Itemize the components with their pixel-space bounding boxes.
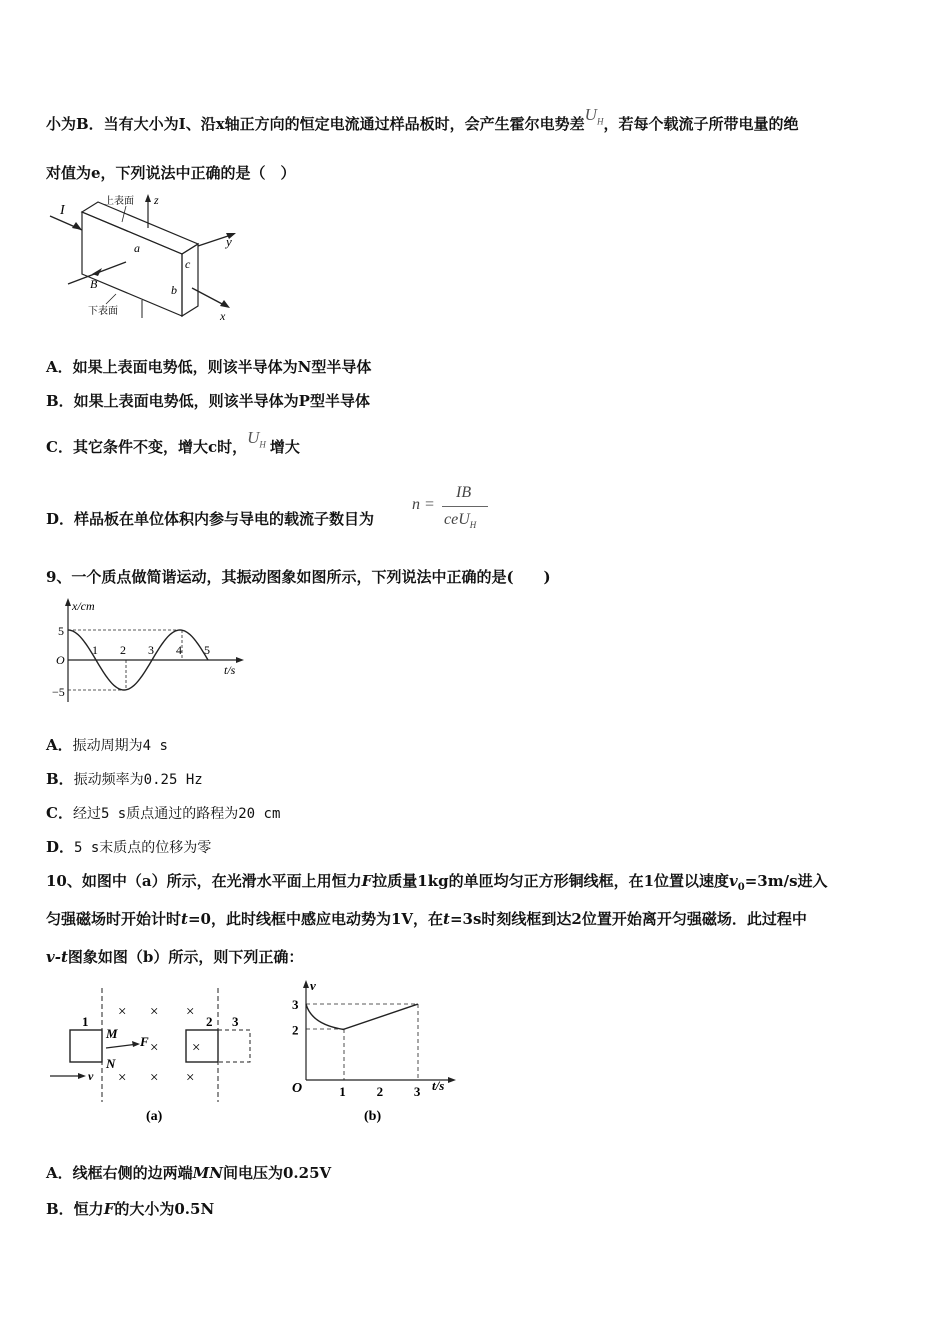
q9-tick-5: 5 [204, 643, 210, 657]
vt-x-axis-head [448, 1077, 456, 1083]
q10-option-b [46, 1199, 214, 1219]
q10-option-a [46, 1163, 331, 1183]
field-cross: × [150, 1004, 159, 1020]
q10-line2-b: =0，此时线框中感应电动势为1V，在 [187, 910, 444, 928]
vt-tick-labels [292, 997, 421, 1099]
vt-x-tick-2: 2 [376, 1084, 384, 1099]
formula-numerator: IB [456, 484, 472, 501]
q9-tick-1: 1 [92, 643, 98, 657]
q9-option-c-text: 经过5 s质点通过的路程为20 cm [72, 806, 281, 822]
q10-line1-F: F [361, 872, 373, 890]
frame-position-3 [218, 1030, 250, 1062]
x-axis-head [220, 300, 230, 308]
q8-option-b: B．如果上表面电势低，则该半导体为P型半导体 [46, 392, 370, 410]
uh-sub-c: H [259, 439, 266, 450]
q8-stem-line1-text-b: ，若每个载流子所带电量的绝 [603, 115, 799, 133]
label-pos-3: 3 [232, 1014, 239, 1029]
q10-line1-v0-sub: 0 [737, 882, 745, 893]
label-c: c [185, 257, 191, 271]
current-arrow-head [72, 222, 82, 230]
q10-line3-b: 图象如图（b）所示，则下列正确： [67, 948, 304, 966]
label-pos-1: 1 [82, 1014, 89, 1029]
vt-y-label: v [310, 978, 316, 993]
box-side [182, 244, 198, 316]
velocity-time-graph [286, 976, 462, 1128]
q10-option-b-text-b: 的大小为0.5N [114, 1200, 215, 1218]
q9-x-label: t/s [224, 663, 236, 677]
vt-x-label: t/s [432, 1078, 445, 1093]
label-M: M [106, 1026, 118, 1041]
q9-y-axis-head [65, 598, 71, 606]
label-I: I [60, 203, 65, 218]
vt-x-tick-1: 1 [339, 1084, 346, 1099]
q10-line2-c: =3s时刻线框到达2位置开始离开匀强磁场．此过程中 [449, 910, 807, 928]
q9-origin: O [56, 653, 65, 667]
uh-symbol-c [247, 428, 266, 450]
formula-den-sub: H [469, 520, 477, 531]
q9-option-b-text: 振动频率为0.25 Hz [73, 772, 203, 788]
label-N: N [106, 1056, 116, 1071]
q9-tick-2: 2 [120, 643, 126, 657]
q8-option-c [46, 428, 300, 463]
q10-line2-t2: t [443, 910, 450, 928]
x-axis [192, 288, 226, 306]
q10-option-b-F: F [103, 1200, 115, 1218]
q10-option-a-mn: MN [192, 1164, 223, 1182]
q9-tick-labels [92, 643, 210, 657]
q9-option-a-label: A． [46, 736, 73, 754]
q10-option-b-text: B．恒力 [46, 1200, 104, 1218]
field-cross: × [118, 1070, 127, 1086]
q9-option-d-text: 5 s末质点的位移为零 [74, 840, 212, 856]
velocity-arrow-head [78, 1073, 86, 1079]
uh-sub: H [596, 116, 604, 127]
frame-position-2 [186, 1030, 218, 1062]
label-pos-2: 2 [206, 1014, 213, 1029]
q9-option-c-label: C． [46, 804, 73, 822]
formula-denominator [444, 511, 476, 530]
q8-stem-line1-text: 小为B．当有大小为I、沿x轴正方向的恒定电流通过样品板时，会产生霍尔电势差 [46, 115, 585, 133]
field-cross: × [186, 1004, 195, 1020]
uh-symbol [584, 105, 604, 127]
label-F: F [140, 1034, 149, 1049]
uh-letter: U [584, 105, 597, 124]
q10-line1-c: =3m/s进入 [744, 872, 828, 890]
q9-y-label: x/cm [72, 599, 95, 613]
label-bottom-surface: 下表面 [88, 306, 118, 317]
box-top [82, 202, 198, 254]
q10-stem-line1 [46, 871, 828, 898]
q10-line2-a: 匀强磁场时开始计时 [46, 910, 182, 928]
q10-stem-line2 [46, 909, 807, 929]
q10-line2-t1: t [181, 910, 188, 928]
field-cross: × [150, 1070, 159, 1086]
uh-letter-c: U [247, 428, 260, 447]
q10-line1-b: 拉质量1kg的单匝均匀正方形铜线框，在1位置以速度 [372, 872, 730, 890]
label-z: z [154, 193, 159, 207]
oscillation-graph [46, 596, 246, 708]
label-y: y [226, 234, 232, 249]
q8-stem-line1 [46, 105, 799, 140]
caption-b: (b) [364, 1109, 382, 1124]
q10-option-a-text-b: 间电压为0.25V [222, 1164, 332, 1182]
q9-option-a [46, 735, 168, 756]
q8-option-c-text-b: 增大 [269, 438, 300, 456]
q9-tick-3: 3 [148, 643, 154, 657]
q8-option-d-text: D．样品板在单位体积内参与导电的载流子数目为 [46, 510, 375, 528]
density-formula [412, 484, 492, 534]
q9-stem: 9、一个质点做简谐运动，其振动图象如图所示，下列说法中正确的是( ) [46, 568, 551, 586]
label-x: x [220, 309, 226, 322]
vt-y-axis-head [303, 980, 309, 988]
q10-line3-vt: v-t [46, 948, 68, 966]
field-cross: × [118, 1004, 127, 1020]
q9-option-c [46, 803, 280, 824]
vt-x-tick-3: 3 [413, 1084, 421, 1099]
q8-stem-line2: 对值为e，下列说法中正确的是（ ） [46, 164, 296, 182]
q9-y-top: 5 [58, 624, 64, 638]
vt-origin: O [292, 1081, 303, 1096]
label-v: v [88, 1069, 94, 1083]
z-axis-head [145, 194, 151, 202]
frame-position-1 [70, 1030, 102, 1062]
force-arrow-head [132, 1041, 140, 1047]
q9-option-b-label: B． [46, 770, 74, 788]
formula-lhs: n = [412, 496, 435, 513]
q9-option-a-text: 振动周期为4 s [72, 738, 168, 754]
q9-option-b [46, 769, 203, 790]
q8-option-a: A．如果上表面电势低，则该半导体为N型半导体 [46, 358, 372, 376]
field-cross: × [150, 1040, 159, 1056]
q10-line1-v0: v [729, 872, 738, 890]
label-top-surface: 上表面 [104, 196, 134, 207]
q10-line1-a: 10、如图中（a）所示，在光滑水平面上用恒力 [46, 872, 362, 890]
q9-option-d [46, 837, 211, 858]
field-cross: × [192, 1040, 201, 1056]
bottom-label-leader [106, 294, 116, 304]
fraction-bar [442, 506, 488, 507]
q10-option-a-text: A．线框右侧的边两端 [46, 1164, 193, 1182]
formula-den-text: ceU [444, 511, 470, 528]
field-cross: × [186, 1070, 195, 1086]
q9-tick-4: 4 [176, 643, 182, 657]
label-B: B [90, 277, 98, 291]
caption-a: (a) [146, 1109, 163, 1124]
q8-option-d [46, 509, 374, 529]
label-b: b [171, 283, 177, 297]
box-front [82, 212, 182, 316]
q10-stem-line3 [46, 947, 303, 967]
vt-y-tick-2: 2 [292, 1022, 299, 1038]
vt-y-tick-3: 3 [292, 997, 299, 1013]
hall-effect-figure [46, 192, 246, 322]
vt-curve [306, 1004, 418, 1029]
q9-y-bottom: −5 [52, 685, 65, 699]
q9-option-d-label: D． [46, 838, 75, 856]
q8-option-c-text: C．其它条件不变，增大c时， [46, 438, 248, 456]
q9-x-axis-head [236, 657, 244, 663]
label-a: a [134, 241, 140, 255]
magnetic-field-figure [46, 984, 266, 1128]
